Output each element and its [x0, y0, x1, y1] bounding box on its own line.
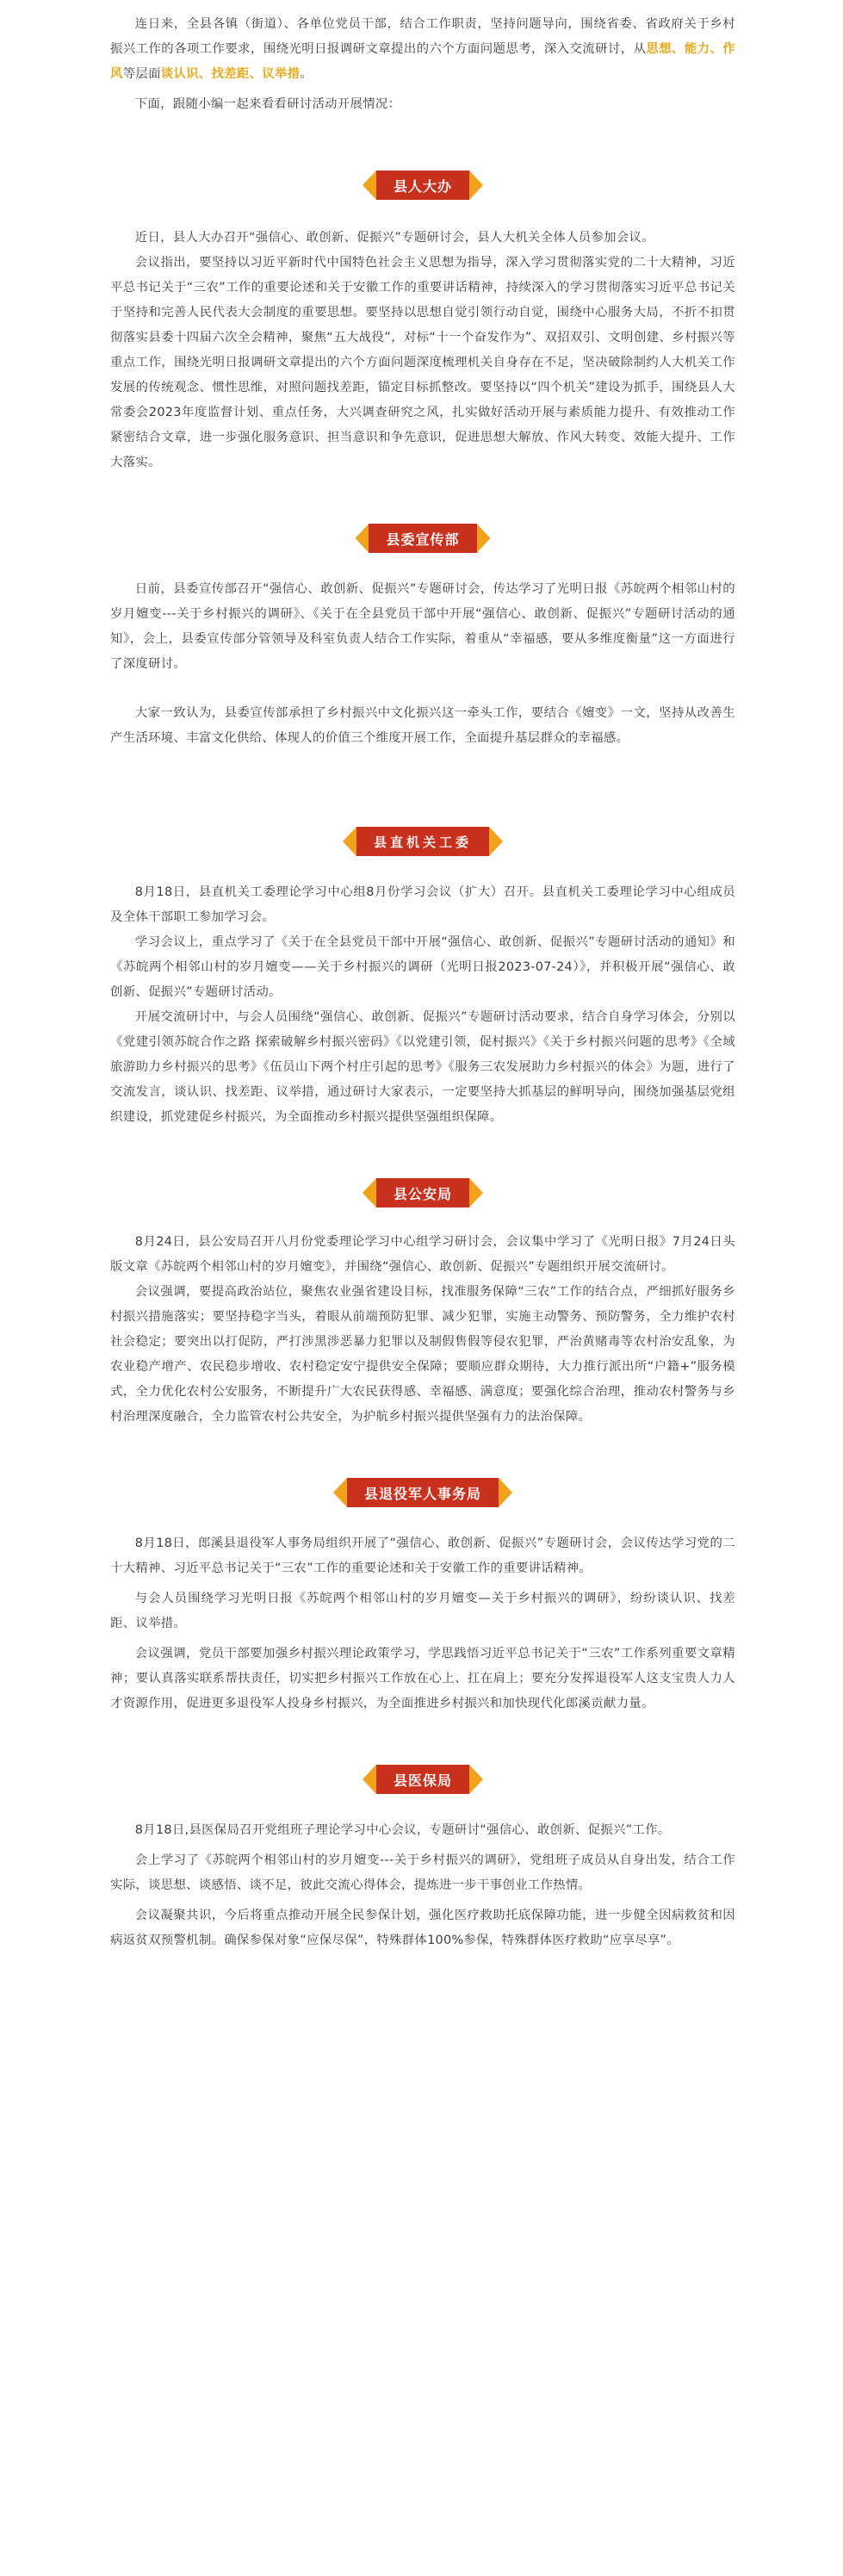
title-right-wing-icon [499, 1478, 512, 1507]
title-left-wing-icon [343, 827, 356, 856]
title-right-wing-icon [469, 171, 483, 200]
section-paragraph: 会议强调，要提高政治站位，聚焦农业强省建设目标，找准服务保障“三农”工作的结合点，严细抓好服务乡村振兴措施落实；要坚持稳字当头，着眼从前端预防犯罪、减少犯罪，实施主动警务、预防警务，全力维护农村社会稳定；要突出以打促防，严打涉黑涉恶暴力犯罪以及制假售假等侵农犯罪，严治黄赌毒等农村治安乱象，为农业稳产增产、农民稳步增收、农村稳定安宁提供安全保障；要顺应群众期待，大力推行派出所“户籍+”服务模式，全力优化农村公安服务，不断提升广大农民获得感、幸福感、满意度；要强化综合治理，推动农村警务与乡村治理深度融合，全力监管农村公共安全，为护航乡村振兴提供坚强有力的法治保障。 [110, 1285, 735, 1424]
section-paragraph: 会上学习了《苏皖两个相邻山村的岁月嬗变---关于乡村振兴的调研》，党组班子成员从自身出发，结合工作实际，谈思想、谈感悟、谈不足，彼此交流心得体会，提炼进一步干事创业工作热情。 [110, 1853, 735, 1892]
section-paragraph: 会议强调，党员干部要加强乡村振兴理论政策学习，学思践悟习近平总书记关于“三农”工作系列重要文章精神；要认真落实联系帮扶责任，切实把乡村振兴工作放在心上、扛在肩上；要充分发挥退役军人这支宝贵人力人才资源作用，促进更多退役军人投身乡村振兴，为全面推进乡村振兴和加快现代化郎溪贡献力量。 [110, 1647, 735, 1710]
section-paragraph: 开展交流研讨中，与会人员围绕“强信心、敢创新、促振兴”专题研讨活动要求，结合自身学习体会，分别以《党建引领苏皖合作之路 探索破解乡村振兴密码》《以党建引领，促村振兴》《关于乡村振兴问题的思考》《全域旅游助力乡村振兴的思考》《伍员山下两个村庄引起的思考》《服务三农发展助力乡村振兴的体会》为题，进行了交流发言，谈认识、找差距、议举措，通过研讨大家表示，一定要坚持大抓基层的鲜明导向，围绕加强基层党组织建设，抓党建促乡村振兴，为全面推动乡村振兴提供坚强组织保障。 [110, 1010, 735, 1124]
section-paragraph: 会议指出，要坚持以习近平新时代中国特色社会主义思想为指导，深入学习贯彻落实党的二十大精神，习近平总书记关于“三农”工作的重要论述和关于安徽工作的重要讲话精神，持续深入的学习贯彻落实习近平总书记关于坚持和完善人民代表大会制度的重要思想。要坚持以思想自觉引领行动自觉，围绕中心服务大局，不折不扣贯彻落实县委十四届六次全会精神，聚焦“五大战役”，对标“十一个奋发作为”、双招双引、文明创建、乡村振兴等重点工作，围绕光明日报调研文章提出的六个方面问题深度梳理机关自身存在不足，坚决破除制约人大机关工作发展的传统观念、惯性思维，对照问题找差距，锚定目标抓整改。要坚持以“四个机关”建设为抓手，围绕县人大常委会2023年度监督计划、重点任务，大兴调查研究之风，扎实做好活动开展与素质能力提升、有效推动工作紧密结合文章，进一步强化服务意识、担当意识和争先意识，促进思想大解放、作风大转变、效能大提升、工作大落实。 [110, 256, 735, 469]
section-title [110, 171, 735, 200]
section-title-text: 县委宣传部 [369, 524, 476, 553]
section-paragraph: 与会人员围绕学习光明日报《苏皖两个相邻山村的岁月嬗变—关于乡村振兴的调研》，纷纷谈认识、找差距、议举措。 [110, 1592, 735, 1630]
section-title-text: 县人大办 [376, 171, 469, 200]
title-left-wing-icon [363, 1178, 376, 1207]
title-left-wing-icon [355, 524, 369, 553]
section-paragraph: 8月18日,县医保局召开党组班子理论学习中心会议，专题研讨“强信心、敢创新、促振兴”工作。 [134, 1823, 671, 1837]
section-paragraph: 8月18日，郎溪县退役军人事务局组织开展了“强信心、敢创新、促振兴”专题研讨会，会议传达学习党的二十大精神、习近平总书记关于“三农”工作的重要论述和关于安徽工作的重要讲话精神。 [110, 1536, 735, 1575]
title-right-wing-icon [477, 524, 491, 553]
section-paragraph: 会议凝聚共识，今后将重点推动开展全民参保计划，强化医疗救助托底保障功能，进一步健全因病救贫和因病返贫双预警机制。确保参保对象“应保尽保”，特殊群体100%参保，特殊群体医疗救助“应享尽享”。 [110, 1909, 735, 1947]
section-paragraph: 8月24日，县公安局召开八月份党委理论学习中心组学习研讨会，会议集中学习了《光明日报》7月24日头版文章《苏皖两个相邻山村的岁月嬗变》，并围绕“强信心、敢创新、促振兴”专题组织开展交流研讨。 [110, 1235, 735, 1274]
section-title [110, 524, 735, 553]
section-paragraph: 学习会议上，重点学习了《关于在全县党员干部中开展“强信心、敢创新、促振兴”专题研讨活动的通知》和《苏皖两个相邻山村的岁月嬗变——关于乡村振兴的调研（光明日报2023-07-24）》，并积极开展“强信心、敢创新、促振兴”专题研讨活动。 [110, 935, 735, 999]
section-title-text: 县直机关工委 [356, 827, 489, 856]
section-title [110, 827, 735, 856]
highlight-text: 思想、能力、作风 [110, 42, 735, 81]
title-right-wing-icon [469, 1178, 483, 1207]
title-left-wing-icon [363, 1765, 376, 1794]
highlight-text: 谈认识、找差距、议举措 [160, 67, 301, 81]
intro-paragraph: 下面，跟随小编一起来看看研讨活动开展情况： [134, 97, 401, 111]
section-title [110, 1765, 735, 1794]
section-title-text: 县公安局 [376, 1178, 469, 1207]
section-title [110, 1478, 735, 1507]
title-left-wing-icon [363, 171, 376, 200]
section-paragraph: 8月18日，县直机关工委理论学习中心组8月份学习会议（扩大）召开。县直机关工委理论学习中心组成员及全体干部职工参加学习会。 [110, 885, 735, 924]
title-left-wing-icon [333, 1478, 347, 1507]
article [110, 0, 735, 1953]
section-paragraph: 大家一致认为，县委宣传部承担了乡村振兴中文化振兴这一牵头工作，要结合《嬗变》一文，坚持从改善生产生活环境、丰富文化供给、体现人的价值三个维度开展工作，全面提升基层群众的幸福感。 [110, 706, 735, 745]
section-title-text: 县退役军人事务局 [347, 1478, 499, 1507]
title-right-wing-icon [489, 827, 503, 856]
section-paragraph: 日前，县委宣传部召开“强信心、敢创新、促振兴”专题研讨会，传达学习了光明日报《苏皖两个相邻山村的岁月嬗变---关于乡村振兴的调研》、《关于在全县党员干部中开展“强信心、敢创新、促振兴”专题研讨活动的通知》，会上，县委宣传部分管领导及科室负责人结合工作实际，着重从“幸福感，要从多维度衡量”这一方面进行了深度研讨。 [110, 582, 735, 671]
intro-paragraph: 连日来，全县各镇（街道）、各单位党员干部，结合工作职责，坚持问题导向，围绕省委、省政府关于乡村振兴工作的各项工作要求，围绕光明日报调研文章提出的六个方面问题思考，深入交流研讨，从思想、能力、作风等层面谈认识、找差距、议举措。 [110, 17, 735, 81]
section-title-text: 县医保局 [376, 1765, 469, 1794]
title-right-wing-icon [469, 1765, 483, 1794]
section-paragraph: 近日，县人大办召开“强信心、敢创新、促振兴”专题研讨会，县人大机关全体人员参加会议。 [134, 231, 654, 245]
section-title [110, 1178, 735, 1207]
